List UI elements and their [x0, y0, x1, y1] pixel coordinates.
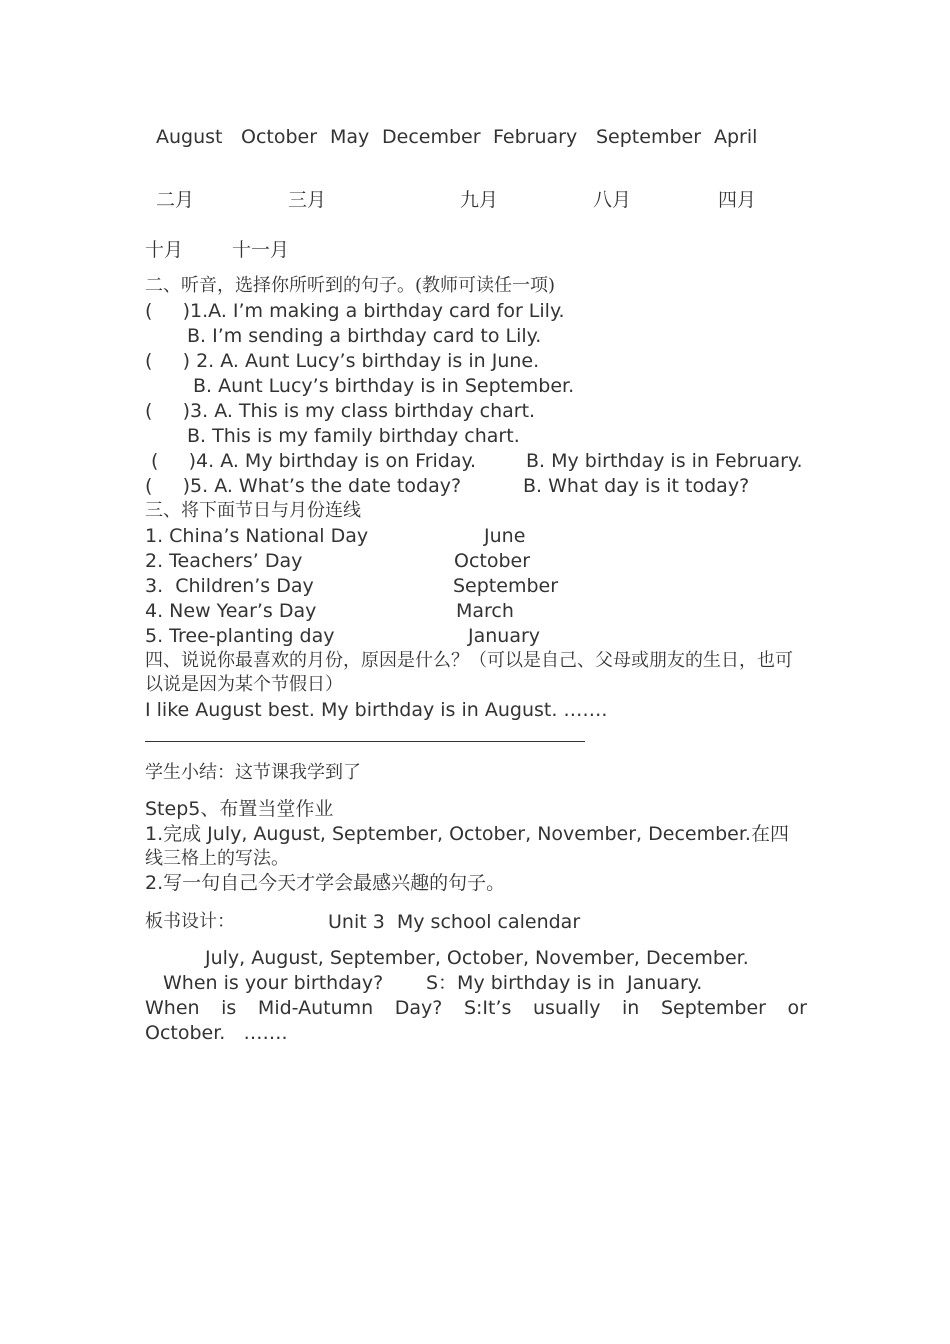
question-3-option-a: ( )3. A. This is my class birthday chart.: [145, 400, 536, 422]
month-word: October: [241, 126, 318, 148]
month-word-cn: 三月: [288, 189, 327, 211]
question-4-option-a: ( )4. A. My birthday is on Friday.: [151, 450, 477, 472]
step5-heading: Step5、布置当堂作业: [145, 798, 334, 820]
section-heading-matching: 三、将下面节日与月份连线: [145, 500, 361, 521]
month-word: September: [596, 126, 702, 148]
month-word: May: [330, 126, 370, 148]
question-5-option-b: B. What day is it today?: [523, 475, 750, 497]
board-design-label: 板书设计：: [145, 911, 235, 932]
board-question-2: When is Mid-Autumn Day? S:It’s usually in September or: [145, 997, 807, 1019]
question-1-option-b: B. I’m sending a birthday card to Lily.: [187, 325, 542, 347]
month-word: August: [156, 126, 223, 148]
homework-item-1-cont: 线三格上的写法。: [145, 848, 289, 869]
question-2-option-a: ( ) 2. A. Aunt Lucy’s birthday is in June.: [145, 350, 540, 372]
month-word-cn: 九月: [460, 189, 499, 211]
holiday-item: 4. New Year’s Day: [145, 600, 317, 622]
month-word: December: [382, 126, 481, 148]
question-4-option-b: B. My birthday is in February.: [526, 450, 803, 472]
homework-item-1: 1.完成 July, August, September, October, November, December.在四: [145, 823, 789, 845]
board-title: Unit 3 My school calendar: [328, 911, 581, 933]
match-month: October: [454, 550, 531, 572]
student-summary: 学生小结：这节课我学到了: [145, 762, 361, 783]
match-month: March: [456, 600, 514, 622]
match-month: June: [484, 525, 526, 547]
month-word-cn: 八月: [593, 189, 632, 211]
match-month: September: [453, 575, 559, 597]
question-5-option-a: ( )5. A. What’s the date today?: [145, 475, 462, 497]
month-word: April: [714, 126, 758, 148]
question-3-option-b: B. This is my family birthday chart.: [187, 425, 520, 447]
holiday-item: 5. Tree-planting day: [145, 625, 335, 647]
question-1-option-a: ( )1.A. I’m making a birthday card for Lily.: [145, 300, 565, 322]
example-answer: I like August best. My birthday is in August. …….: [145, 699, 608, 721]
answer-line: [145, 741, 585, 742]
holiday-item: 2. Teachers’ Day: [145, 550, 303, 572]
section-heading-favorite-month: 四、说说你最喜欢的月份，原因是什么？（可以是自己、父母或朋友的生日，也可: [145, 650, 793, 671]
board-question-1: When is your birthday?: [163, 972, 384, 994]
month-word-cn: 十一月: [232, 239, 290, 261]
board-question-2-cont: October. …….: [145, 1022, 288, 1044]
question-2-option-b: B. Aunt Lucy’s birthday is in September.: [193, 375, 575, 397]
board-answer-1: S：My birthday is in January.: [426, 972, 703, 994]
month-word-cn: 十月: [145, 239, 184, 261]
match-month: January: [468, 625, 541, 647]
holiday-item: 1. China’s National Day: [145, 525, 369, 547]
board-months-line: July, August, September, October, November, December.: [205, 947, 749, 969]
section-heading-favorite-month-cont: 以说是因为某个节假日）: [145, 674, 343, 695]
month-word-cn: 四月: [718, 189, 757, 211]
holiday-item: 3. Children’s Day: [145, 575, 314, 597]
section-heading-listening: 二、听音，选择你所听到的句子。(教师可读任一项): [145, 275, 556, 296]
homework-item-2: 2.写一句自己今天才学会最感兴趣的句子。: [145, 872, 506, 894]
month-word: February: [493, 126, 578, 148]
month-word-cn: 二月: [156, 189, 195, 211]
